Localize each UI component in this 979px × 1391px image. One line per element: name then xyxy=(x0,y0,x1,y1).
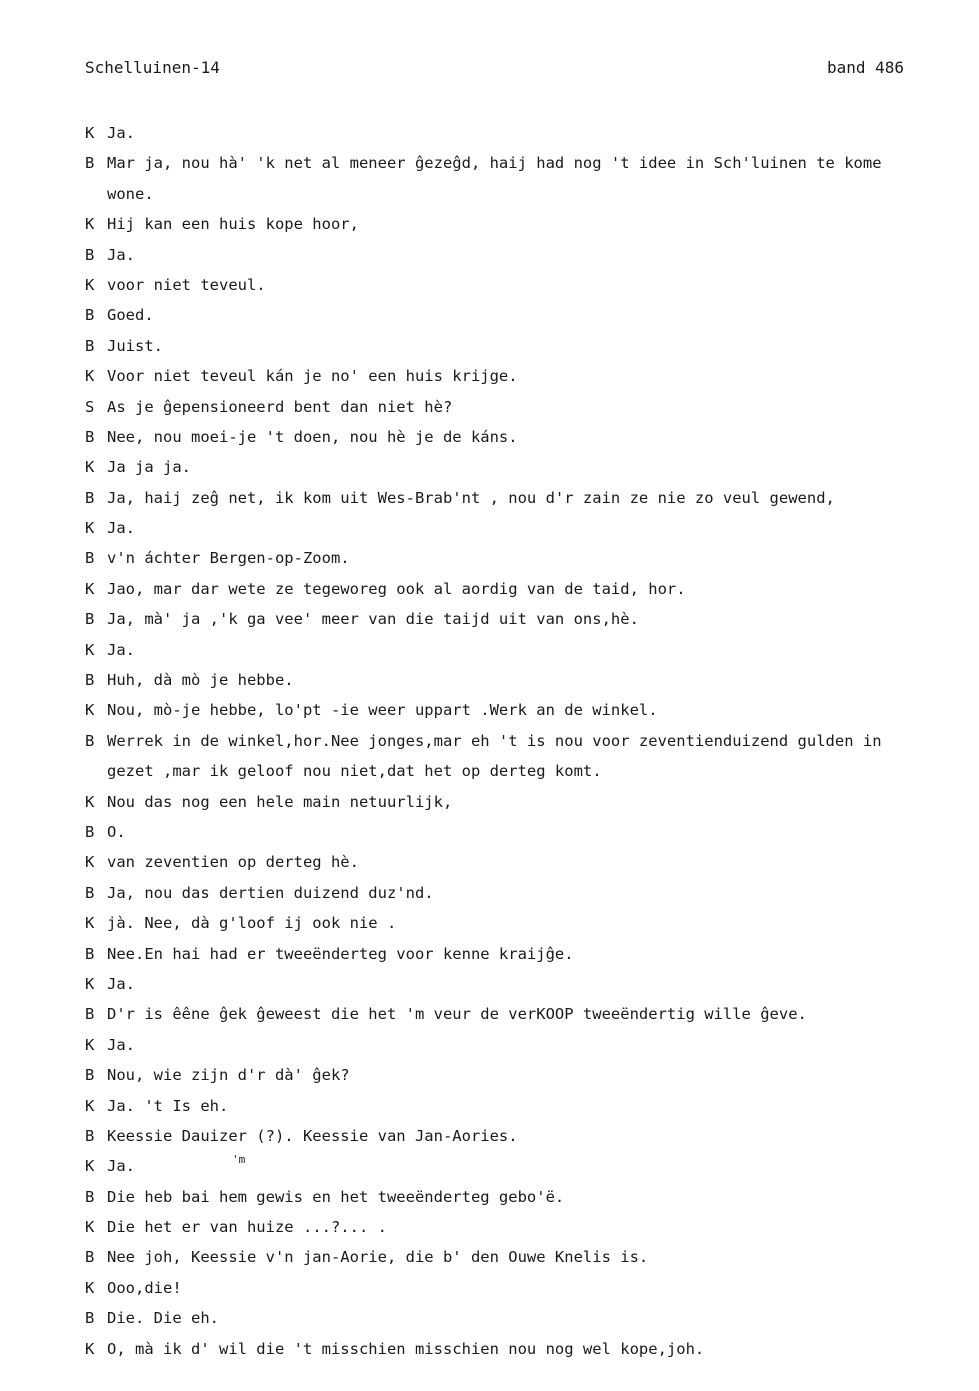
speaker-label: S xyxy=(85,397,95,416)
transcript-line xyxy=(85,513,979,543)
utterance-text: Ja, nou das dertien duizend duz'nd. xyxy=(107,883,434,902)
utterance-text: Ja. xyxy=(107,519,135,538)
utterance-text: Die het er van huize ...?... . xyxy=(107,1218,387,1237)
utterance-text: Nee.En hai had er tweeënderteg voor kenne kraijĝe. xyxy=(107,944,574,963)
transcript-line xyxy=(85,452,979,482)
utterance-text: Nee joh, Keessie v'n jan-Aorie, die b' den Ouwe Knelis is. xyxy=(107,1248,649,1267)
utterance-text: Keessie Dauizer (?). Keessie van Jan-Aories. xyxy=(107,1126,518,1145)
speaker-label: B xyxy=(85,610,95,629)
transcript-line xyxy=(85,787,979,817)
speaker-label: K xyxy=(85,701,95,720)
speaker-label: B xyxy=(85,306,95,325)
utterance-text: O, mà ik d' wil die 't misschien misschien nou nog wel kope,joh. xyxy=(107,1339,705,1358)
speaker-label: K xyxy=(85,124,95,142)
speaker-label: K xyxy=(85,275,95,294)
utterance-text: voor niet teveul. xyxy=(107,275,266,294)
speaker-label: B xyxy=(85,1126,95,1145)
utterance-text: Jao, mar dar wete ze tegeworeg ook al aordig van de taid, hor. xyxy=(107,579,686,598)
speaker-label: B xyxy=(85,336,95,355)
speaker-label: B xyxy=(85,883,95,902)
transcript-line xyxy=(85,817,979,847)
utterance-text: Ja ja ja. xyxy=(107,458,191,477)
transcript-line xyxy=(85,209,979,239)
utterance-text: Nou das nog een hele main netuurlijk, xyxy=(107,792,453,811)
speaker-label: K xyxy=(85,579,95,598)
utterance-text: Die. Die eh. xyxy=(107,1309,219,1328)
transcript-line xyxy=(85,604,979,634)
transcript-line xyxy=(85,331,979,361)
speaker-label: K xyxy=(85,519,95,538)
transcript-line xyxy=(85,999,979,1029)
speaker-label: B xyxy=(85,1187,95,1206)
speaker-label: B xyxy=(85,1066,95,1085)
transcript-line xyxy=(85,878,979,908)
utterance-text: Ja. xyxy=(107,1157,135,1176)
utterance-text: Nou, wie zijn d'r dà' ĝek? xyxy=(107,1066,350,1085)
speaker-label: K xyxy=(85,1035,95,1054)
transcript-line xyxy=(85,300,979,330)
transcript-line xyxy=(85,1334,979,1364)
transcript-line xyxy=(85,939,979,969)
speaker-label: B xyxy=(85,245,95,264)
speaker-label: B xyxy=(85,822,95,841)
utterance-text: Ja. xyxy=(107,974,135,993)
utterance-text: Werrek in de winkel,hor.Nee jonges,mar eh 't is nou voor zeventienduizend gulden in xyxy=(107,731,882,750)
transcript-line xyxy=(85,726,979,756)
speaker-label: B xyxy=(85,1248,95,1267)
speaker-label: B xyxy=(85,944,95,963)
transcript-line xyxy=(85,574,979,604)
speaker-label: B xyxy=(85,549,95,568)
page-header-band: band 486 xyxy=(827,58,905,77)
transcript-line xyxy=(85,1121,979,1151)
speaker-label: K xyxy=(85,974,95,993)
transcript-line xyxy=(85,908,979,938)
utterance-text: Ja, haij zeĝ net, ik kom uit Wes-Brab'nt , nou d'r zain ze nie zo veul gewend, xyxy=(107,488,835,507)
transcript-line xyxy=(85,179,979,209)
utterance-text: Mar ja, nou hà' 'k net al meneer ĝezeĝd, haij had nog 't idee in Sch'luinen te kome xyxy=(107,154,882,173)
transcript-line xyxy=(85,270,979,300)
transcript-line xyxy=(85,635,979,665)
transcript-line xyxy=(85,1091,979,1121)
transcript-line xyxy=(85,756,979,786)
utterance-text: Hij kan een huis kope hoor, xyxy=(107,215,359,234)
utterance-text: Ja. xyxy=(107,1035,135,1054)
utterance-text: Nou, mò-je hebbe, lo'pt -ie weer uppart .Werk an de winkel. xyxy=(107,701,658,720)
page-header-title: Schelluinen-14 xyxy=(85,58,220,77)
speaker-label: K xyxy=(85,640,95,659)
speaker-label: K xyxy=(85,458,95,477)
transcript-line xyxy=(85,392,979,422)
utterance-text: As je ĝepensioneerd bent dan niet hè? xyxy=(107,397,453,416)
transcript-line xyxy=(85,240,979,270)
transcript-lines xyxy=(85,118,979,1364)
transcript-line xyxy=(85,483,979,513)
speaker-label: K xyxy=(85,215,95,234)
transcript-line xyxy=(85,118,979,148)
transcript-line xyxy=(85,1182,979,1212)
utterance-text: Ooo,die! xyxy=(107,1278,182,1297)
speaker-label: K xyxy=(85,1096,95,1115)
speaker-label: B xyxy=(85,1309,95,1328)
speaker-label: K xyxy=(85,367,95,386)
utterance-text: D'r is êêne ĝek ĝeweest die het 'm veur de verKOOP tweeëndertig wille ĝeve. xyxy=(107,1005,807,1024)
utterance-text: Ja. 't Is eh. xyxy=(107,1096,229,1115)
transcript-line xyxy=(85,361,979,391)
utterance-text: O. xyxy=(107,822,126,841)
transcript-line xyxy=(85,148,979,178)
utterance-text: Huh, dà mò je hebbe. xyxy=(107,671,294,690)
transcript-line xyxy=(85,1212,979,1242)
utterance-text: Juist. xyxy=(107,336,163,355)
utterance-text: Nee, nou moei-je 't doen, nou hè je de káns. xyxy=(107,427,518,446)
transcript-line xyxy=(85,847,979,877)
speaker-label: K xyxy=(85,1157,95,1176)
utterance-text: jà. Nee, dà g'loof ij ook nie . xyxy=(107,914,397,933)
handwritten-insertion: 'm xyxy=(232,1153,246,1167)
speaker-label: K xyxy=(85,1278,95,1297)
speaker-label: K xyxy=(85,792,95,811)
transcript-line xyxy=(85,543,979,573)
utterance-text: v'n áchter Bergen-op-Zoom. xyxy=(107,549,350,568)
transcript-line xyxy=(85,665,979,695)
utterance-text: Voor niet teveul kán je no' een huis krijge. xyxy=(107,367,518,386)
utterance-text: Ja, mà' ja ,'k ga vee' meer van die taijd uit van ons,hè. xyxy=(107,610,639,629)
transcript-line xyxy=(85,1242,979,1272)
speaker-label: K xyxy=(85,1339,95,1358)
speaker-label: K xyxy=(85,914,95,933)
speaker-label: B xyxy=(85,427,95,446)
speaker-label: K xyxy=(85,1218,95,1237)
utterance-text: van zeventien op derteg hè. xyxy=(107,853,359,872)
transcript-line xyxy=(85,1060,979,1090)
transcript-line xyxy=(85,969,979,999)
transcript-line xyxy=(85,1273,979,1303)
speaker-label: B xyxy=(85,731,95,750)
speaker-label: B xyxy=(85,154,95,173)
transcript-line xyxy=(85,1030,979,1060)
transcript-line xyxy=(85,695,979,725)
utterance-text: Ja. xyxy=(107,124,135,142)
utterance-text: Ja. xyxy=(107,245,135,264)
speaker-label: B xyxy=(85,671,95,690)
utterance-text: Ja. xyxy=(107,640,135,659)
utterance-text: gezet ,mar ik geloof nou niet,dat het op derteg komt. xyxy=(107,762,602,781)
transcript-line xyxy=(85,1303,979,1333)
speaker-label: K xyxy=(85,853,95,872)
utterance-text: Goed. xyxy=(107,306,154,325)
utterance-text: Die heb bai hem gewis en het tweeënderteg gebo'ë. xyxy=(107,1187,565,1206)
transcript-line xyxy=(85,1151,979,1181)
utterance-text: wone. xyxy=(107,184,154,203)
transcript-line xyxy=(85,422,979,452)
speaker-label: B xyxy=(85,488,95,507)
speaker-label: B xyxy=(85,1005,95,1024)
